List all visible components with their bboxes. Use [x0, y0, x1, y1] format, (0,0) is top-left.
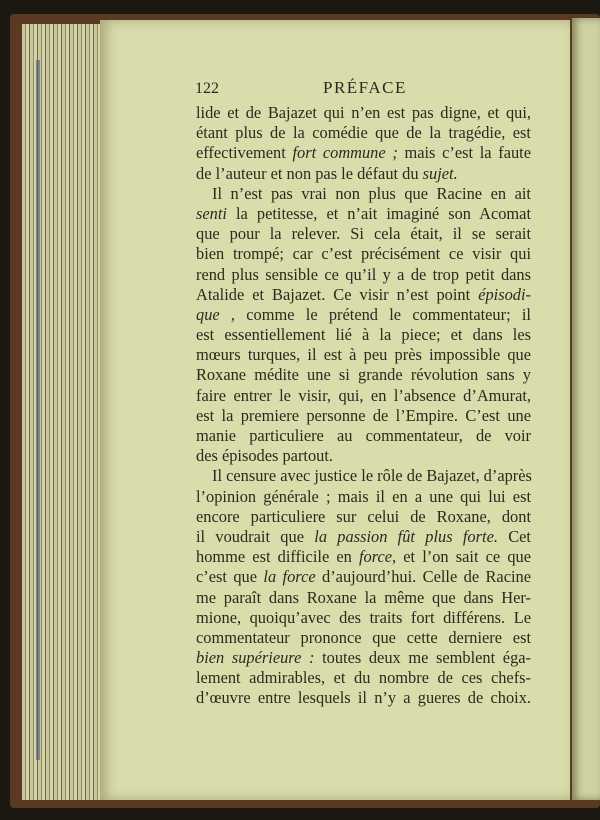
text-run: Cet	[497, 526, 531, 546]
text-run: mione, quoiqu’avec des traits fort différens. Le	[196, 607, 531, 627]
text-line	[196, 143, 531, 163]
text-run: est essentiellement lié à la piece; et dans les	[196, 325, 531, 345]
page-number: 122	[195, 80, 219, 97]
text-run: que pour la relever. Si cela était, il se serait	[196, 224, 531, 244]
text-line	[196, 325, 531, 345]
text-line	[196, 204, 531, 224]
text-run: d’œuvre entre lesquels il n’y a gueres de choix.	[196, 688, 531, 708]
text-run: lement admirables, et du nombre de ces chefs-	[196, 668, 531, 688]
text-run: il voudrait que	[196, 526, 315, 546]
text-line	[196, 547, 531, 567]
text-line	[196, 628, 531, 648]
text-line	[196, 406, 531, 426]
text-run: mais c’est la faute	[397, 143, 531, 163]
italic-text: bien supérieure :	[196, 648, 315, 668]
text-run: c’est que	[196, 567, 264, 587]
text-run: la petitesse, et n’ait imaginé son Acomat	[226, 203, 531, 223]
italic-text: la force	[263, 567, 316, 587]
text-run: encore particuliere sur celui de Roxane, dont	[196, 506, 531, 526]
text-line	[196, 608, 531, 628]
text-run: Il censure avec justice le rôle de Bajazet, d’après	[212, 466, 532, 486]
text-line	[196, 123, 531, 143]
text-run: des épisodes partout.	[196, 446, 334, 466]
italic-text: sujet.	[422, 163, 458, 183]
text-run: , et l’on sait ce que	[392, 547, 531, 567]
text-line	[196, 244, 531, 264]
text-line	[196, 567, 531, 587]
text-run: effectivement	[196, 143, 293, 163]
text-run: est la premiere personne de l’Empire. C’est une	[196, 405, 531, 425]
text-line	[196, 345, 531, 365]
text-line	[196, 527, 531, 547]
text-run: d’aujourd’hui. Celle de Racine	[315, 567, 531, 587]
text-line	[196, 103, 531, 123]
text-line	[196, 668, 531, 688]
facing-page-edge	[572, 18, 600, 800]
text-run: l’opinion générale ; mais il en a une qui lui est	[196, 486, 531, 506]
text-line	[196, 648, 531, 668]
text-run: Atalide et Bajazet. Ce visir n’est point	[196, 284, 479, 304]
text-run: Il n’est pas vrai non plus que Racine en ait	[212, 183, 531, 203]
text-line	[196, 446, 531, 466]
text-line	[196, 386, 531, 406]
text-run: manie particuliere au commentateur, de voir	[196, 426, 531, 445]
text-line	[196, 588, 531, 608]
page-edges	[22, 24, 102, 800]
text-line	[196, 305, 531, 325]
italic-text: épisodi-	[478, 284, 531, 304]
text-line	[196, 285, 531, 305]
text-run: faire entrer le visir, qui, en l’absence d’Amurat,	[196, 385, 531, 405]
italic-text: la passion fût plus forte.	[314, 526, 498, 546]
text-run: rend plus sensible ce qu’il y a de trop petit dans	[196, 264, 531, 284]
text-line	[196, 224, 531, 244]
running-title: PRÉFACE	[323, 78, 407, 97]
italic-text: force	[358, 547, 393, 567]
page-edge-marbling	[36, 60, 40, 760]
text-run: mœurs turques, il est à peu près impossible que	[196, 345, 531, 365]
text-run: toutes deux me semblent éga-	[314, 648, 531, 668]
italic-text: senti	[196, 203, 227, 223]
text-line	[196, 507, 531, 527]
text-run: homme est difficile en	[196, 547, 359, 567]
text-run: bien trompé; car c’est précisément ce visir qui	[196, 244, 531, 264]
text-run: étant plus de la comédie que de la tragédie, est	[196, 123, 531, 143]
text-line	[196, 466, 531, 486]
text-line	[196, 184, 531, 204]
text-line	[196, 487, 531, 507]
text-run: comme le prétend le commentateur; il	[235, 304, 531, 324]
text-run: me paraît dans Roxane la même que dans Her-	[196, 587, 531, 607]
text-line	[196, 688, 531, 708]
text-line	[196, 365, 531, 385]
text-line	[196, 265, 531, 285]
text-line	[196, 426, 531, 446]
text-run: Roxane médite une si grande révolution sans y	[196, 365, 531, 385]
italic-text: que ,	[196, 304, 236, 324]
running-header	[195, 78, 535, 100]
body-text	[196, 103, 531, 709]
text-line	[196, 164, 531, 184]
text-run: lide et de Bajazet qui n’en est pas digne, et qui,	[196, 103, 531, 122]
italic-text: fort commune ;	[292, 143, 398, 163]
text-run: de l’auteur et non pas le défaut du	[196, 163, 423, 183]
text-run: commentateur prononce que cette derniere est	[196, 627, 531, 647]
